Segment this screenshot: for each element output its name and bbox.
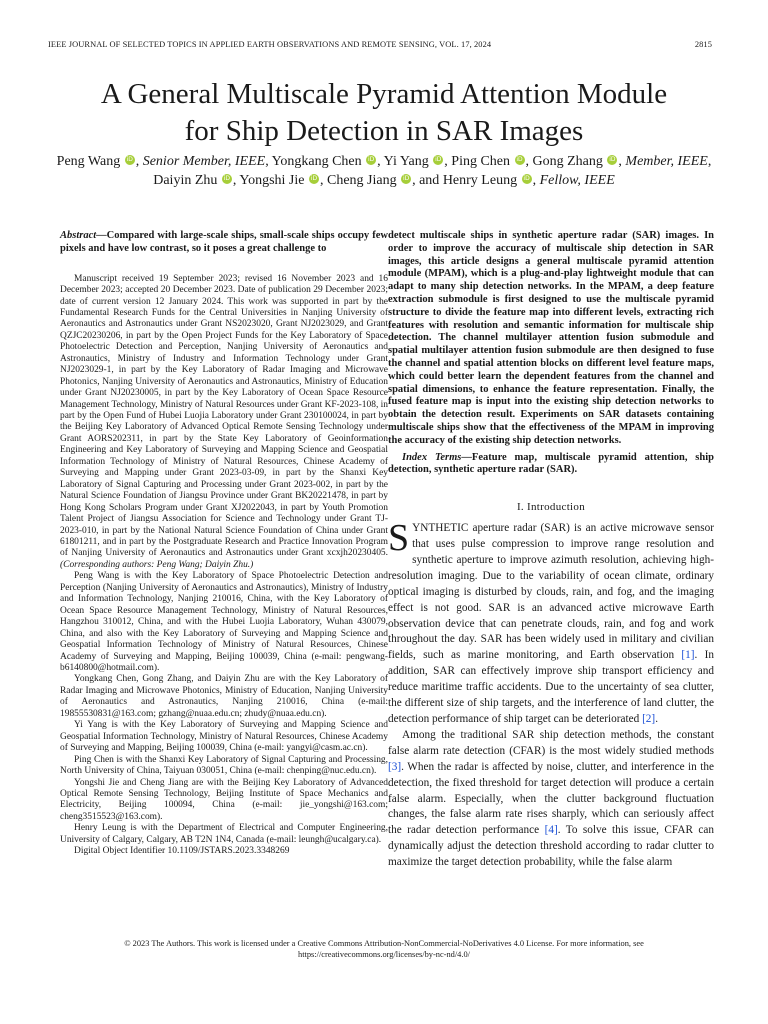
abstract-start [60,230,388,256]
page-number: 2815 [694,40,712,49]
title-line-1: A General Multiscale Pyramid Attention Module [100,78,668,110]
paragraph-text: . In addition, SAR can effectively improve ship transport efficiency and reduce maritime traffic accidents. Due to the uncertainty of sea clutter, the different size of ship targets, and the interference of land clutter, the detection performance of ship target can be deteriorated [388,649,715,726]
orcid-icon[interactable]: iD [402,175,410,182]
footnote-affiliation: Yongshi Jie and Cheng Jiang are with the Beijing Key Laboratory of Advanced Optical Remote Sensing Technology, Beijing Institute of Space Mechanics and Electricity, Beijing 100094, China (e-mail: jie_yongshi@163.com; cheng3515523@163.com). [60,777,388,822]
drop-cap: S [388,517,410,560]
author-name: Daiyin Zhu [153,173,218,188]
author-list [30,152,738,190]
license-footer [30,938,738,960]
paragraph-text: . [655,713,658,726]
author-name: Yongshi Jie [239,173,305,188]
paper-title [30,76,738,150]
running-head [48,40,712,49]
footnote-corresponding: (Corresponding authors: Peng Wang; Daiyin Zhu.) [60,559,254,570]
orcid-icon[interactable]: iD [223,175,231,182]
citation-link[interactable]: [1] [681,649,695,662]
paragraph-text: Among the traditional SAR ship detection methods, the constant false alarm rate detection (CFAR) is the most widely studied methods [388,728,714,757]
author-membership: Member, IEEE [625,154,708,169]
license-link[interactable]: https://creativecommons.org/licenses/by-nc-nd/4.0/ [298,950,470,959]
abstract-label: Abstract [60,230,97,241]
index-terms-text: —Feature map, multiscale pyramid attention, ship detection, synthetic aperture radar (SAR). [388,451,714,476]
orcid-icon[interactable]: iD [435,156,442,163]
author-membership: Senior Member, IEEE [142,154,266,169]
footnotes [60,274,388,858]
author-membership: Fellow, IEEE [539,173,615,188]
author-name: Yongkang Chen [271,154,362,169]
author-name: Gong Zhang [532,154,603,169]
introduction-body [388,517,715,871]
paragraph-text: . To solve this issue, CFAR can dynamically adjust the detection threshold according to radar clutter to maximize the target detection probability, while the false alarm [388,824,714,869]
footnote-affiliation: Ping Chen is with the Shanxi Key Laboratory of Signal Capturing and Processing, North University of China, Taiyuan 030051, China (e-mail: chenping@nuc.edu.cn). [60,754,388,777]
author-line-1: Peng Wang iD , Senior Member, IEEE, Yongkang Chen iD , Yi Yang iD , Ping Chen iD , Gong Zhang iD , Member, IEEE, [56,154,712,169]
author-name: Peng Wang [56,154,121,169]
author-name: Cheng Jiang [326,173,397,188]
left-column [60,230,388,858]
citation-link[interactable]: [4] [544,824,558,837]
footnote-doi[interactable]: Digital Object Identifier 10.1109/JSTARS.2023.3348269 [74,846,290,857]
orcid-icon[interactable]: iD [516,156,523,163]
index-terms [388,452,714,478]
author-name: Yi Yang [383,154,429,169]
title-line-2: for Ship Detection in SAR Images [184,115,584,147]
footnote-affiliation: Peng Wang is with the Key Laboratory of Space Photoelectric Detection and Perception (Nanjing University of Aeronautics and Astronautics), Ministry of Industry and Information Technology, Nanjing 210016, China, with the Key Laboratory of Ocean Space Resource Management Technology, Ministry of Natural Resources, Hangzhou 310012, China, and with the Hubei Luojia Laboratory, Wuhan 430079, China, and also with the Key Laboratory of Surveying and Mapping Science and Geospatial Information Technology of Ministry of Natural Resources, Chinese Academy of Surveying and Mapping, Beijing 100039, China (e-mail: pengwang-b6140800@hotmail.com). [60,571,388,673]
paragraph [388,728,714,871]
footnote-affiliation: Yongkang Chen, Gong Zhang, and Daiyin Zhu are with the Key Laboratory of Radar Imaging and Microwave Photonics, Ministry of Education, Nanjing University of Aeronautics and Astronautics, Nanjing 210016, China (e-mail: 19855530831@163.com; gzhang@nuaa.edu.cn; zhudy@nuaa.edu.cn). [60,674,388,719]
footnote-manuscript [60,274,388,572]
orcid-icon[interactable]: iD [126,156,133,163]
license-text: © 2023 The Authors. This work is licensed under a Creative Commons Attribution-NonCommercial-NoDerivatives 4.0 License. For more information, see [124,939,644,948]
index-terms-label: Index Terms [402,451,462,463]
abstract-text-left: —Compared with large-scale ships, small-scale ships occupy few pixels and have low contrast, so it poses a great challenge to [60,230,388,254]
paragraph [388,517,715,728]
paragraph-text: . When the radar is affected by noise, clutter, and interference in the detection, the fixed threshold for target detection will produce a certain false alarm. Especially, when the clutter background fluctuation changes, the false alarm rate rises sharply, which can seriously affect the radar detection performance [388,760,714,837]
right-column [388,230,714,871]
author-name: Henry Leung [442,173,518,188]
abstract-text-right: detect multiscale ships in synthetic aperture radar (SAR) images. In order to improve the accuracy of multiscale ship detection in SAR images, this article designs a general multiscale pyramid attention module (MPAM), which is a plug-and-play lightweight module that can adapt to many ship detection networks. In the MPAM, a deep feature extraction submodule is first designed to use the multiscale pyramid structure to divide the feature map into different levels, extracting rich features with resolution and semantic information for multiscale ship detection. The channel multilayer attention fusion submodule and spatial multilayer attention fusion submodule are then designed to fuse the channel and spatial attention blocks on different level feature maps, which could better learn the dependent features from the channel and spatial dimensions, to enhance the feature representation. Finally, the fused feature map is input into the existing ship detection networks to obtain the detection result. Experiments on SAR datasets containing multiscale ships show that the effectiveness of the MPAM in improving the accuracy of the existing ship detection networks. [388,230,714,446]
paragraph-text: YNTHETIC aperture radar (SAR) is an active microwave sensor that uses pulse compression to improve range resolution and synthetic aperture to improve azimuth resolution, achieving high-resolution imaging. Due to the variability of ocean climate, ordinary optical imaging is disturbed by clouds, rain, and fog, and the imaging effect is not good. SAR is an advanced active microwave Earth observation device that can penetrate clouds, rain, and fog and work throughout the day. SAR has been widely used in military and civilian fields, such as marine monitoring, and Earth observation [388,522,714,662]
footnote-affiliation: Henry Leung is with the Department of Electrical and Computer Engineering, University of Calgary, Calgary, AB T2N 1N4, Canada (e-mail: leungh@ucalgary.ca). [60,823,388,845]
citation-link[interactable]: [3] [388,760,402,773]
orcid-icon[interactable]: iD [609,156,616,163]
orcid-icon[interactable]: iD [310,175,318,182]
section-heading-introduction: I. Introduction [516,501,586,514]
author-name: Ping Chen [451,154,511,169]
footnote-manuscript-text: Manuscript received 19 September 2023; revised 16 November 2023 and 16 December 2023; accepted 20 December 2023. Date of publication 29 December 2023; date of current version 12 January 2024. This work was supported in part by the Fundamental Research Funds for the Central Universities in Nanjing University of Aeronautics and Astronautics under Grant NS2023020, Grant NJ2023029, and Grant QZJC20230206, in part by the Open Project Funds for the Key Laboratory of Space Photoelectric Detection and Perception, Nanjing University of Aeronautics and Astronautics, Ministry of Industry and Information Technology under Grant NJ2023029-1, in part by the Key Laboratory of Radar Imaging and Microwave Photonics, Nanjing University of Aeronautics and Astronautics, Ministry of Education under Grant NJ20230005, in part by the Key Laboratory of Ocean Space Resource Management Technology, Ministry of Natural Resources under Grant KF-2023-108, in part by the Open Fund of Hubei Luojia Laboratory under Grant 230100024, in part by the Beijing Key Laboratory of Advanced Optical Remote Sensing Technology under Grant AORS202311, in part by the State Key Laboratory of Geoinformation Engineering and Key Laboratory of Surveying and Mapping Science and Geospatial Information Technology of Ministry of Natural Resources, Chinese Academy of Surveying and Mapping under Grant 2023-03-09, in part by the Shanxi Key Laboratory of Signal Capturing and Processing under Grant 2023-002, in part by the Natural Science Foundation of Jiangsu Province under Grant BK20221478, in part by Hong Kong Scholars Program under Grant XJ2022043, in part by Youth Promotion Talent Project of Jiangsu Association for Science and Technology under Grant TJ-2023-010, in part by the National Natural Science Foundation of China under Grant 61801211, and in part by the Postgraduate Research and Practice Innovation Program of Nanjing University of Aeronautics and Astronautics under Grant xcxjh20230405. [60,273,389,559]
orcid-icon[interactable]: iD [368,156,375,163]
author-line-2: Daiyin Zhu iD , Yongshi Jie iD , Cheng Jiang iD , and Henry Leung iD , Fellow, IEEE [153,173,615,188]
footnote-affiliation: Yi Yang is with the Key Laboratory of Surveying and Mapping Science and Geospatial Information Technology, Ministry of Natural Resources, Chinese Academy of Surveying and Mapping, Beijing 100039, China (e-mail: yangyi@casm.ac.cn). [60,720,388,754]
orcid-icon[interactable]: iD [523,175,530,182]
citation-link[interactable]: [2] [642,713,656,726]
journal-name: IEEE JOURNAL OF SELECTED TOPICS IN APPLIED EARTH OBSERVATIONS AND REMOTE SENSING, VOL. 17, 2024 [48,40,492,49]
